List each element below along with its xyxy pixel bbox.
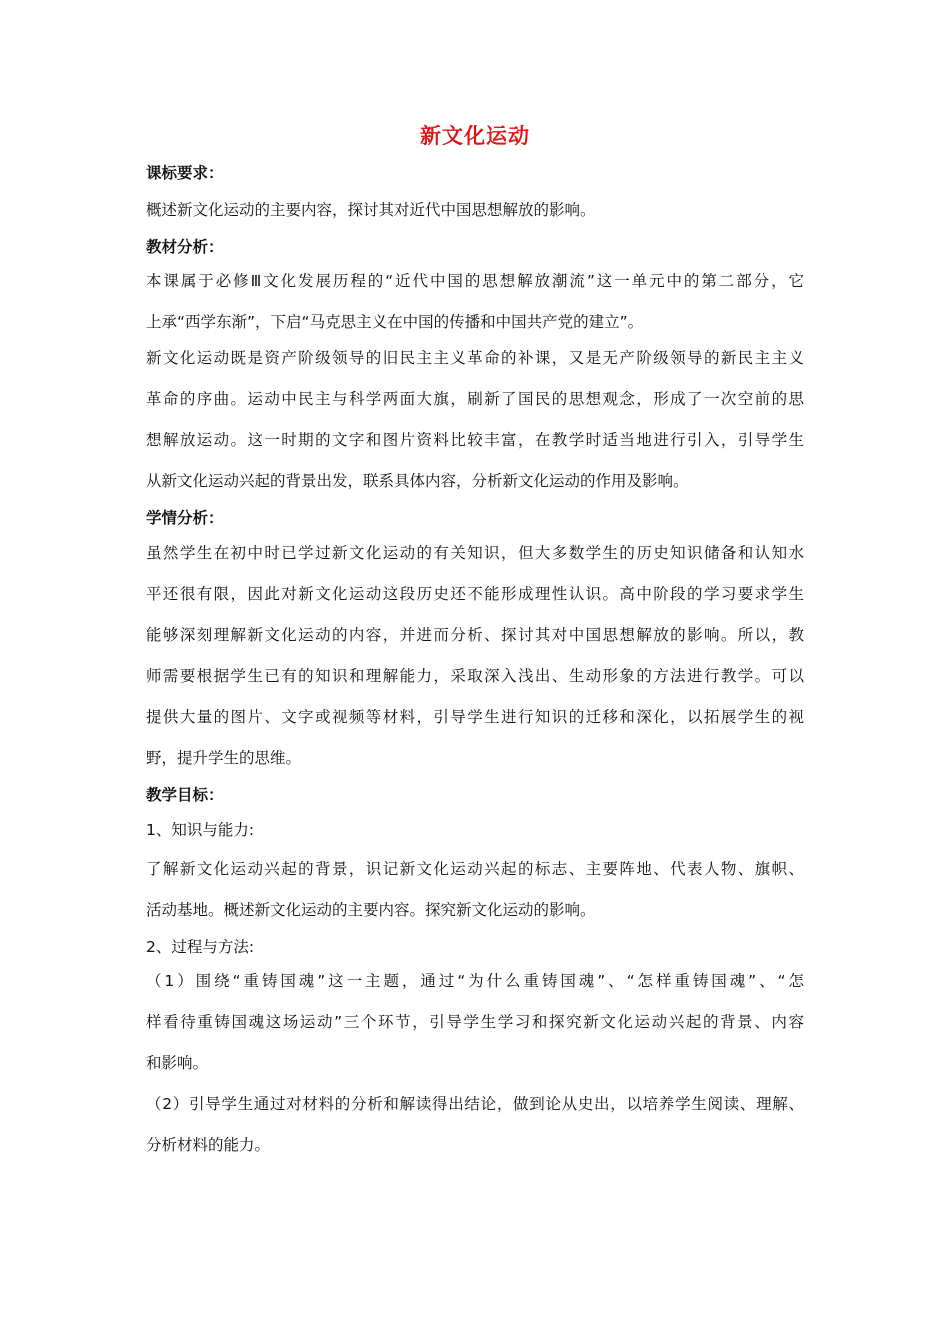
paragraph-line: （2）引导学生通过对材料的分析和解读得出结论，做到论从史出，以培养学生阅读、理解、 bbox=[146, 1095, 804, 1113]
paragraph-line: 从新文化运动兴起的背景出发，联系具体内容，分析新文化运动的作用及影响。 bbox=[146, 472, 689, 490]
goal-subheading: 1、知识与能力: bbox=[146, 821, 255, 839]
paragraph-line: 提供大量的图片、文字或视频等材料，引导学生进行知识的迁移和深化，以拓展学生的视 bbox=[146, 708, 804, 726]
document-title: 新文化运动 bbox=[420, 124, 530, 148]
paragraph-line: 想解放运动。这一时期的文字和图片资料比较丰富，在教学时适当地进行引入，引导学生 bbox=[146, 431, 804, 449]
paragraph-line: 分析材料的能力。 bbox=[146, 1136, 271, 1154]
goal-subheading: 2、过程与方法: bbox=[146, 938, 255, 956]
paragraph-line: 野，提升学生的思维。 bbox=[146, 749, 302, 767]
paragraph-line: 革命的序曲。运动中民主与科学两面大旗，刷新了国民的思想观念，形成了一次空前的思 bbox=[146, 390, 804, 408]
paragraph-line: 本课属于必修Ⅲ文化发展历程的“近代中国的思想解放潮流”这一单元中的第二部分，它 bbox=[146, 272, 804, 290]
section-heading-student-analysis: 学情分析： bbox=[146, 509, 224, 527]
paragraph-line: 了解新文化运动兴起的背景，识记新文化运动兴起的标志、主要阵地、代表人物、旗帜、 bbox=[146, 860, 804, 878]
paragraph-line: 活动基地。概述新文化运动的主要内容。探究新文化运动的影响。 bbox=[146, 901, 596, 919]
paragraph-line: 新文化运动既是资产阶级领导的旧民主主义革命的补课，又是无产阶级领导的新民主主义 bbox=[146, 349, 804, 367]
paragraph-line: 虽然学生在初中时已学过新文化运动的有关知识，但大多数学生的历史知识储备和认知水 bbox=[146, 544, 804, 562]
paragraph-line: 概述新文化运动的主要内容，探讨其对近代中国思想解放的影响。 bbox=[146, 201, 596, 219]
paragraph-line: 样看待重铸国魂这场运动”三个环节，引导学生学习和探究新文化运动兴起的背景、内容 bbox=[146, 1013, 804, 1031]
paragraph-line: 师需要根据学生已有的知识和理解能力，采取深入浅出、生动形象的方法进行教学。可以 bbox=[146, 667, 804, 685]
paragraph-line: （1）围绕“重铸国魂”这一主题，通过“为什么重铸国魂”、“怎样重铸国魂”、“怎 bbox=[146, 972, 804, 990]
paragraph-line: 和影响。 bbox=[146, 1054, 209, 1072]
section-heading-textbook-analysis: 教材分析： bbox=[146, 238, 224, 256]
section-heading-curriculum: 课标要求： bbox=[146, 164, 224, 182]
paragraph-line: 平还很有限，因此对新文化运动这段历史还不能形成理性认识。高中阶段的学习要求学生 bbox=[146, 585, 804, 603]
section-heading-teaching-goals: 教学目标： bbox=[146, 786, 224, 804]
paragraph-line: 能够深刻理解新文化运动的内容，并进而分析、探讨其对中国思想解放的影响。所以，教 bbox=[146, 626, 804, 644]
paragraph-line: 上承“西学东渐”，下启“马克思主义在中国的传播和中国共产党的建立”。 bbox=[146, 313, 644, 331]
